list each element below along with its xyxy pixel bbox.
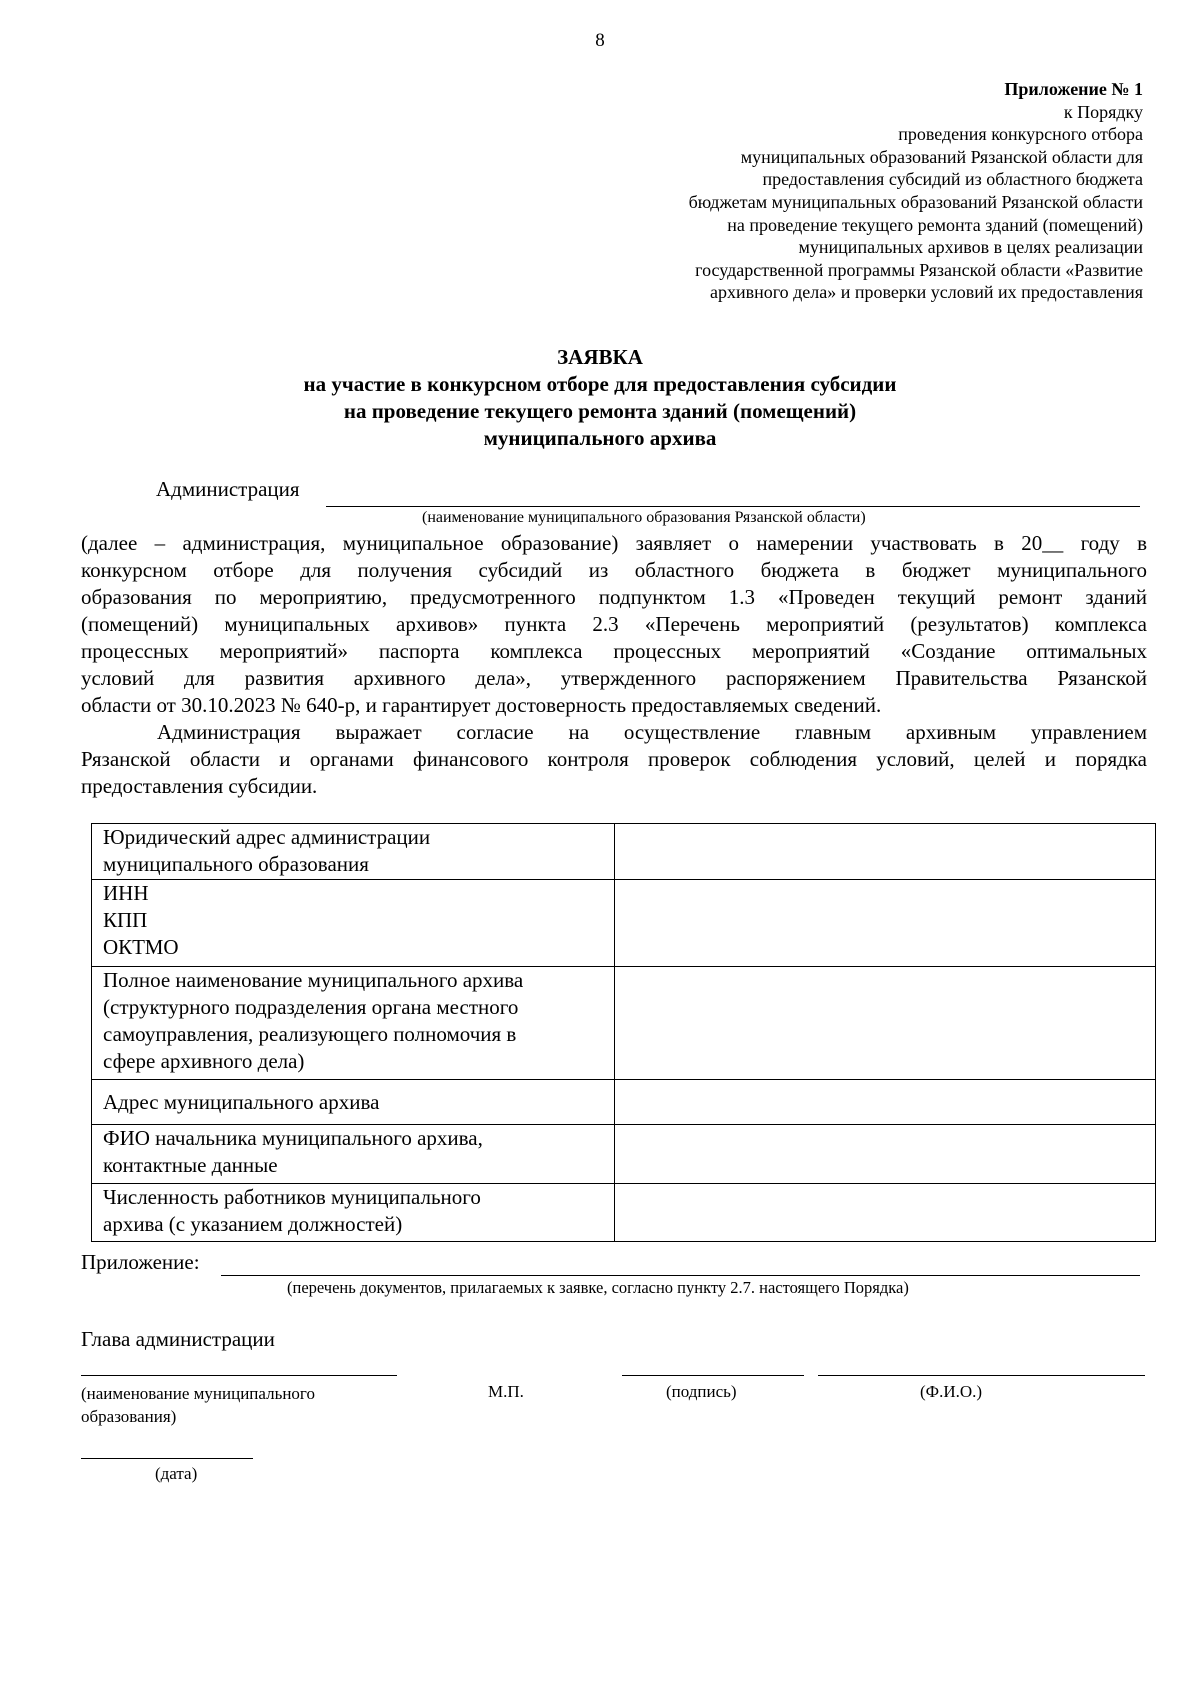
administration-caption: (наименование муниципального образования Рязанской области): [422, 509, 866, 526]
table-value-cell[interactable]: [615, 1184, 1156, 1242]
table-value-cell[interactable]: [615, 967, 1156, 1080]
table-label-cell: [92, 1184, 615, 1242]
table-label-line: ИНН: [103, 881, 149, 905]
table-row: [92, 1184, 1156, 1242]
table-label-line: (структурного подразделения органа местного: [103, 995, 519, 1019]
paragraph-line: (помещений) муниципальных архивов» пункта 2.3 «Перечень мероприятий (результатов) комплекса: [81, 612, 1147, 636]
table-row: [92, 1125, 1156, 1184]
annex-line: государственной программы Рязанской области «Развитие: [695, 259, 1143, 280]
table-label-line: Адрес муниципального архива: [103, 1089, 380, 1114]
table-value-cell[interactable]: [615, 824, 1156, 880]
municipality-caption-line: образования): [81, 1407, 177, 1426]
paragraph-line: Администрация выражает согласие на осуществление главным архивным управлением: [157, 720, 1147, 744]
date-line[interactable]: [81, 1458, 253, 1459]
signature-line[interactable]: [622, 1375, 804, 1376]
table-label-line: Полное наименование муниципального архива: [103, 968, 524, 992]
signature-caption: (подпись): [666, 1382, 737, 1401]
date-caption: (дата): [155, 1464, 198, 1483]
attachment-caption: (перечень документов, прилагаемых к заявке, согласно пункту 2.7. настоящего Порядка): [287, 1278, 909, 1297]
paragraph-line: процессных мероприятий» паспорта комплекса процессных мероприятий «Создание оптимальных: [81, 639, 1147, 663]
annex-line: бюджетам муниципальных образований Рязанской области: [688, 191, 1143, 212]
heading-line: на проведение текущего ремонта зданий (помещений): [343, 399, 857, 423]
paragraph-line: условий для развития архивного дела», утвержденного распоряжением Правительства Рязанской: [81, 666, 1147, 690]
paragraph-line: Рязанской области и органами финансового контроля проверок соблюдения условий, целей и порядка: [81, 747, 1147, 771]
table-row: [92, 824, 1156, 880]
table-value-cell[interactable]: [615, 880, 1156, 967]
paragraph-intent: [81, 530, 1147, 719]
attachment-field[interactable]: [221, 1275, 1140, 1276]
page-number: 8: [595, 30, 605, 51]
paragraph-line: (далее – администрация, муниципальное образование) заявляет о намерении участвовать в 20__ году в: [81, 531, 1147, 555]
annex-line: проведения конкурсного отбора: [898, 124, 1143, 145]
annex-line: предоставления субсидий из областного бюджета: [762, 169, 1143, 190]
table-label-cell: [92, 880, 615, 967]
table-label-line: самоуправления, реализующего полномочия в: [103, 1022, 517, 1046]
annex-line: к Порядку: [1063, 101, 1143, 122]
paragraph-line: конкурсном отборе для получения субсидий из областного бюджета в бюджет муниципального: [81, 558, 1147, 582]
table-label-line: ФИО начальника муниципального архива,: [103, 1126, 483, 1150]
heading-line: муниципального архива: [483, 426, 717, 450]
municipality-name-line[interactable]: [81, 1375, 397, 1376]
table-label-cell: [92, 1125, 615, 1184]
table-label-line: КПП: [103, 908, 148, 932]
table-label-cell: [92, 967, 615, 1080]
table-label-line: сфере архивного дела): [103, 1049, 305, 1073]
annex-line: муниципальных архивов в целях реализации: [798, 237, 1143, 258]
table-row: [92, 880, 1156, 967]
table-value-cell[interactable]: [615, 1080, 1156, 1125]
table-row: [92, 1080, 1156, 1125]
heading-line: на участие в конкурсном отборе для предоставления субсидии: [303, 372, 897, 396]
attachment-label: Приложение:: [81, 1250, 200, 1274]
seal-label: М.П.: [488, 1382, 524, 1401]
annex-line: на проведение текущего ремонта зданий (помещений): [727, 214, 1143, 235]
table-value-cell[interactable]: [615, 1125, 1156, 1184]
annex-line: архивного дела» и проверки условий их предоставления: [709, 282, 1143, 303]
table-label-line: архива (с указанием должностей): [103, 1212, 403, 1236]
municipality-caption: [81, 1382, 315, 1428]
table-label-line: Численность работников муниципального: [103, 1185, 481, 1209]
paragraph-line: предоставления субсидии.: [81, 774, 318, 798]
paragraph-consent: [81, 719, 1147, 800]
head-of-administration-label: Глава администрации: [81, 1327, 275, 1351]
table-label-cell: [92, 824, 615, 880]
table-label-line: контактные данные: [103, 1153, 278, 1177]
annex-line: муниципальных образований Рязанской области для: [740, 146, 1143, 167]
annex-block: [523, 78, 1143, 304]
paragraph-line: образования по мероприятию, предусмотренного подпунктом 1.3 «Проведен текущий ремонт зданий: [81, 585, 1147, 609]
table-label-line: муниципального образования: [103, 852, 369, 876]
fio-caption: (Ф.И.О.): [920, 1382, 983, 1401]
table-label-line: Юридический адрес администрации: [103, 825, 431, 849]
document-title: ЗАЯВКА: [557, 345, 643, 369]
administration-label: Администрация: [156, 477, 300, 501]
municipality-caption-line: (наименование муниципального: [81, 1384, 315, 1403]
application-table: [91, 823, 1156, 1242]
document-heading: [0, 344, 1200, 452]
table-label-line: ОКТМО: [103, 935, 179, 959]
table-row: [92, 967, 1156, 1080]
administration-name-field[interactable]: [326, 506, 1140, 507]
paragraph-line: области от 30.10.2023 № 640-р, и гарантирует достоверность предоставляемых сведений.: [81, 693, 882, 717]
fio-line[interactable]: [818, 1375, 1145, 1376]
table-label-cell: [92, 1080, 615, 1125]
annex-title: Приложение № 1: [1004, 79, 1143, 99]
